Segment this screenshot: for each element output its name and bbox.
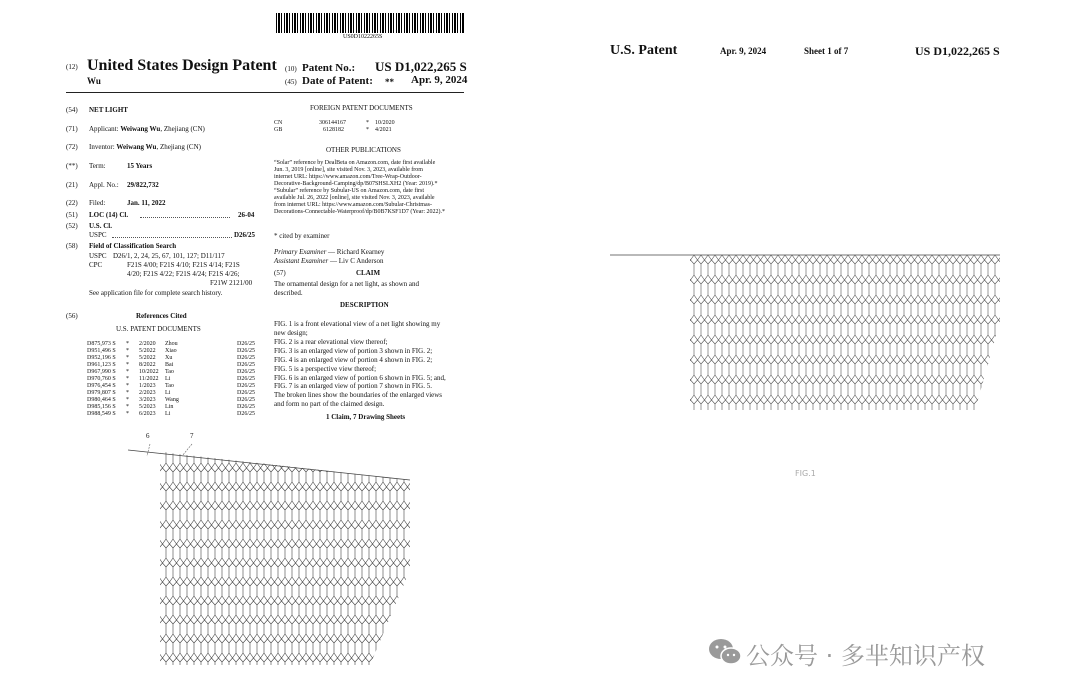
sheets-note: 1 Claim, 7 Drawing Sheets (326, 413, 406, 421)
description-line: new design; (274, 329, 308, 337)
search-cpc-2: 4/20; F21S 4/22; F21S 4/24; F21S 4/26; (127, 270, 240, 278)
search-cpc-1: F21S 4/00; F21S 4/10; F21S 4/14; F21S (127, 261, 240, 269)
sheet-header-date: Apr. 9, 2024 (720, 46, 767, 56)
inventor-field: Inventor: Weiwang Wu, Zhejiang (CN) (89, 143, 201, 151)
foreign-num: 6128182 (323, 127, 344, 133)
description-line: FIG. 1 is a front elevational view of a net light showing my (274, 320, 441, 328)
other-pubs-title: OTHER PUBLICATIONS (326, 146, 401, 154)
code-72: (72) (66, 143, 78, 151)
code-51: (51) (66, 211, 78, 219)
perspective-net-drawing (110, 430, 430, 670)
claim-text: The ornamental design for a net light, as shown and (274, 280, 420, 288)
foreign-num: 306144167 (319, 120, 346, 126)
pub-line: Decorative-Background-Camping/dp/B07SHSLXH2 (Year: 2019).* (274, 181, 438, 187)
code-term: (**) (66, 162, 78, 170)
patent-no-label: Patent No.: (302, 62, 356, 74)
patent-date: Apr. 9, 2024 (411, 74, 468, 86)
patent-type: United States Design Patent (87, 57, 277, 74)
front-view-net-drawing (610, 240, 1020, 440)
description-line: The broken lines show the boundaries of the enlarged views (274, 391, 443, 399)
barcode-text: US0D1022265S (343, 34, 383, 40)
appl-value: 29/822,732 (127, 181, 159, 189)
search-uspc: D26/1, 2, 24, 25, 67, 101, 127; D11/117 (113, 252, 225, 260)
foreign-cc: CN (274, 120, 283, 126)
pub-line: available Jul. 26, 2022 [online], site visited Nov. 3, 2023, available (274, 195, 435, 201)
code-71: (71) (66, 125, 78, 133)
foreign-title: FOREIGN PATENT DOCUMENTS (310, 104, 413, 112)
code-56: (56) (66, 312, 78, 320)
claim-title: CLAIM (356, 269, 381, 277)
code-22: (22) (66, 199, 78, 207)
wechat-icon (707, 636, 743, 668)
code-54: (54) (66, 106, 78, 114)
barcode (276, 13, 464, 33)
portion-6-label: 6 (146, 432, 150, 440)
pub-line: “Solar” reference by DealBeta on Amazon.com, date first available (274, 160, 436, 166)
description-line: FIG. 6 is an enlarged view of portion 6 shown in FIG. 5; and, (274, 374, 446, 382)
term-label: Term: (89, 162, 106, 170)
primary-examiner: Primary Examiner — Richard Kearney (274, 248, 385, 256)
uspc-leader (112, 231, 232, 238)
foreign-star: * (366, 127, 369, 133)
filed-value: Jan. 11, 2022 (127, 199, 166, 207)
description-line: and form no part of the claimed design. (274, 400, 385, 408)
loc-leader (140, 211, 230, 218)
loc-value: 26-04 (238, 211, 255, 219)
references-title: References Cited (136, 312, 187, 320)
uspc-value: D26/25 (234, 231, 255, 239)
uspc-label: USPC (89, 231, 107, 239)
patent-no: US D1,022,265 S (375, 59, 467, 74)
search-cpc-label: CPC (89, 261, 103, 269)
portion-7-label: 7 (190, 432, 194, 440)
pub-line: from internet URL: https://www.amazon.com/Subular-Christmas- (274, 202, 432, 208)
us-cl-label: U.S. Cl. (89, 222, 112, 230)
us-docs-title: U.S. PATENT DOCUMENTS (116, 325, 201, 333)
header-rule (66, 92, 464, 93)
cited-note: * cited by examiner (274, 232, 330, 240)
date-mark: ** (385, 77, 394, 87)
sheet-header-number: US D1,022,265 S (915, 44, 1000, 58)
sheet-header-sheet: Sheet 1 of 7 (804, 46, 849, 56)
search-note: See application file for complete search history. (89, 289, 223, 297)
foreign-date: 4/2021 (375, 127, 392, 133)
description-line: FIG. 5 is a perspective view thereof; (274, 365, 377, 373)
description-line: FIG. 2 is a rear elevational view thereof; (274, 338, 388, 346)
code-21: (21) (66, 181, 78, 189)
foreign-star: * (366, 120, 369, 126)
code-52: (52) (66, 222, 78, 230)
pub-line: Jun. 3, 2019 [online], site visited Nov. 3, 2023, available from (274, 167, 423, 173)
assistant-examiner: Assistant Examiner — Liv C Anderson (274, 257, 384, 265)
code-58: (58) (66, 242, 78, 250)
sheet-header-left: U.S. Patent (610, 43, 678, 58)
pub-line: “Subular” reference by Subular-US on Amazon.com, date first (274, 188, 424, 194)
search-uspc-label: USPC (89, 252, 107, 260)
foreign-date: 10/2020 (375, 120, 395, 126)
search-label: Field of Classification Search (89, 242, 177, 250)
filed-label: Filed: (89, 199, 106, 207)
description-line: FIG. 4 is an enlarged view of portion 4 shown in FIG. 2; (274, 356, 433, 364)
term-value: 15 Years (127, 162, 153, 170)
applicant-field: Applicant: Weiwang Wu, Zhejiang (CN) (89, 125, 205, 133)
code-45: (45) (285, 78, 297, 86)
claim-text: described. (274, 289, 303, 297)
loc-label: LOC (14) Cl. (89, 211, 129, 219)
date-label: Date of Patent: (302, 75, 373, 87)
description-line: FIG. 3 is an enlarged view of portion 3 shown in FIG. 2; (274, 347, 433, 355)
pub-line: internet URL: https://www.amazon.com/Tree-Wrap-Outdoor- (274, 174, 422, 180)
inventor-short: Wu (87, 76, 101, 86)
foreign-cc: GB (274, 127, 283, 133)
pub-line: Decorations-Connectable-Waterproof/dp/B0B7KSF1D7 (Year: 2022).* (274, 209, 446, 215)
fig-label: FIG.1 (795, 469, 816, 478)
description-title: DESCRIPTION (340, 301, 389, 309)
code-12: (12) (66, 63, 78, 71)
description-line: FIG. 7 is an enlarged view of portion 7 shown in FIG. 5. (274, 382, 432, 390)
search-cpc-3: F21W 2121/00 (210, 279, 253, 287)
code-10: (10) (285, 65, 297, 73)
title-field: NET LIGHT (89, 106, 128, 114)
watermark-text: 公众号 · 多芈知识产权 (746, 642, 985, 670)
code-57: (57) (274, 269, 286, 277)
appl-label: Appl. No.: (89, 181, 119, 189)
